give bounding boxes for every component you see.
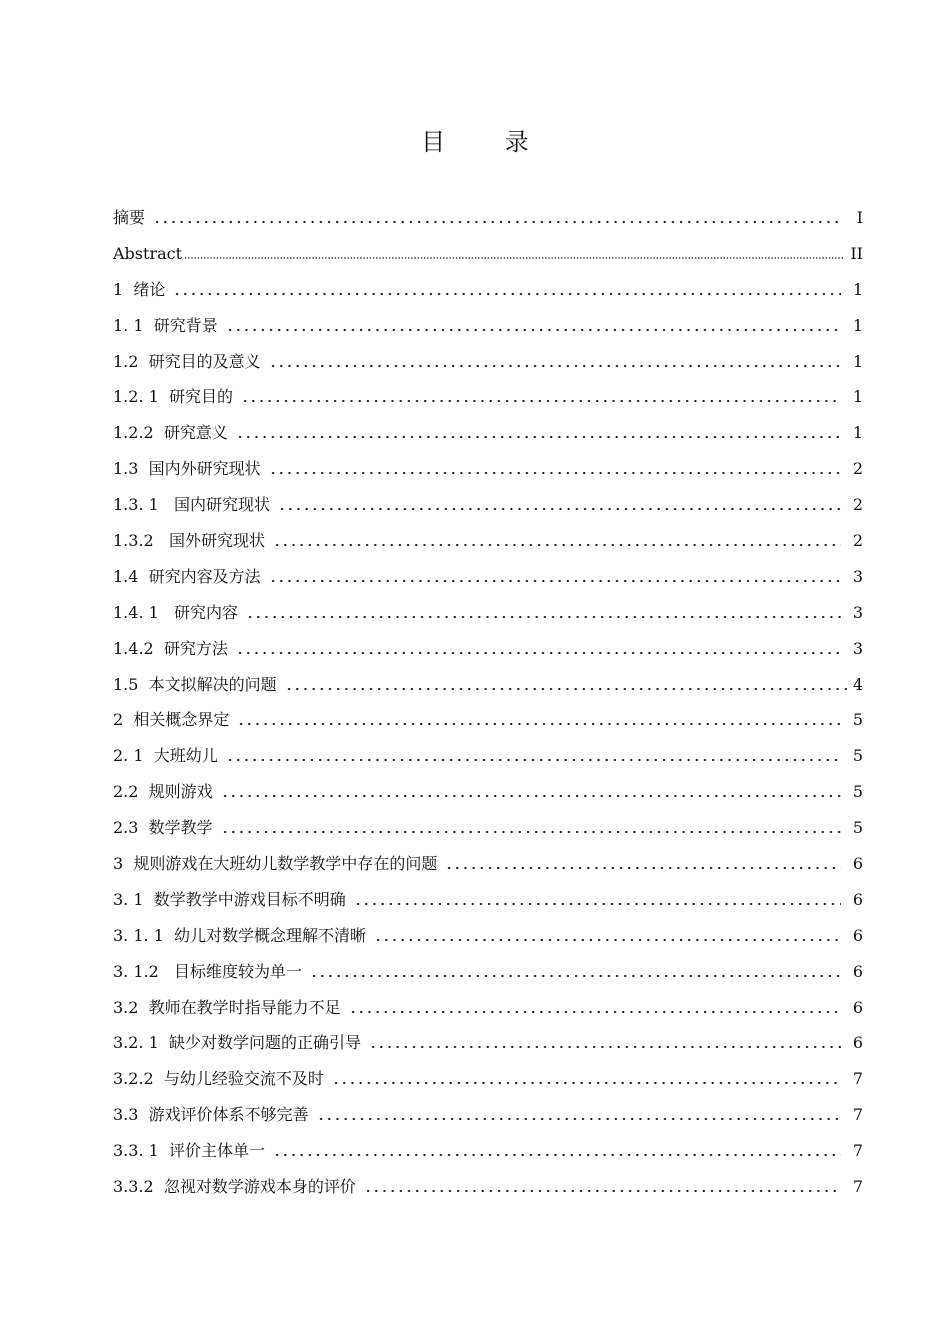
toc-entry-page-number: 6 [852, 997, 863, 1017]
toc-entry-page-number: 3 [852, 638, 863, 658]
toc-entry-page-number: 1 [852, 351, 863, 371]
dot-leader [369, 1045, 841, 1049]
toc-entry-label: 摘要 [113, 207, 146, 227]
dot-leader [226, 758, 841, 762]
toc-entry-page-number: 1 [852, 315, 863, 335]
toc-entry-label: 1.3. 1 国内研究现状 [113, 495, 271, 515]
toc-entry-label: 3.3 游戏评价体系不够完善 [113, 1105, 309, 1125]
toc-entry-label: 3.3.2 忽视对数学游戏本身的评价 [113, 1176, 356, 1196]
toc-entry-page-number: 6 [852, 961, 863, 981]
dot-leader [273, 543, 841, 547]
toc-entry-page-number: 2 [852, 459, 863, 479]
toc-entry[interactable] [113, 559, 863, 595]
toc-entry-label: 2 相关概念界定 [113, 710, 230, 730]
toc-entry[interactable] [113, 344, 863, 380]
dot-leader [374, 938, 841, 942]
dot-leader [269, 471, 841, 475]
toc-entry[interactable] [113, 702, 863, 738]
toc-entry-label: 3 规则游戏在大班幼儿数学教学中存在的问题 [113, 853, 438, 873]
toc-entry-label: 1 绪论 [113, 279, 166, 299]
toc-entry-label: 1.4.2 研究方法 [113, 638, 228, 658]
dot-leader [236, 435, 841, 439]
toc-entry-label: 1.3.2 国外研究现状 [113, 530, 265, 550]
toc-entry-page-number: 6 [852, 925, 863, 945]
dot-leader [269, 579, 841, 583]
dot-leader [221, 830, 841, 834]
toc-entry-page-number: 2 [852, 530, 863, 550]
toc-entry-label: 3. 1. 1 幼儿对数学概念理解不清晰 [113, 925, 367, 945]
dot-leader [184, 256, 843, 260]
dot-leader [354, 902, 841, 906]
dot-leader [237, 722, 841, 726]
dot-leader [273, 1153, 841, 1157]
toc-entry[interactable] [113, 1169, 863, 1205]
toc-entry[interactable] [113, 918, 863, 954]
dot-leader [285, 687, 847, 691]
dot-leader [241, 399, 841, 403]
dot-leader [310, 974, 841, 978]
toc-entry[interactable] [113, 954, 863, 990]
toc-entry-label: 3.3. 1 评价主体单一 [113, 1141, 265, 1161]
toc-entry-label: 1.4 研究内容及方法 [113, 566, 261, 586]
toc-entry[interactable] [113, 882, 863, 918]
toc-entry-label: 1.2 研究目的及意义 [113, 351, 261, 371]
dot-leader [364, 1189, 841, 1193]
toc-entry-page-number: 7 [852, 1069, 863, 1089]
toc-entry-page-number: 3 [852, 566, 863, 586]
toc-entry-label: 3.2. 1 缺少对数学问题的正确引导 [113, 1033, 361, 1053]
dot-leader [226, 328, 841, 332]
dot-leader [269, 364, 841, 368]
toc-entry-label: 3. 1.2 目标维度较为单一 [113, 961, 303, 981]
toc-entry-label: 2.3 数学教学 [113, 818, 213, 838]
toc-entry-page-number: 6 [852, 853, 863, 873]
dot-leader [221, 794, 841, 798]
toc-entry-page-number: 5 [852, 710, 863, 730]
toc-entry[interactable] [113, 738, 863, 774]
toc-entry-page-number: 1 [852, 279, 863, 299]
toc-entry-label: 3.2 教师在教学时指导能力不足 [113, 997, 341, 1017]
toc-entry[interactable] [113, 810, 863, 846]
page-title: 目 录 [421, 128, 555, 156]
toc-entry-page-number: 4 [852, 674, 863, 694]
toc-entry[interactable] [113, 308, 863, 344]
toc-entry-page-number: 7 [852, 1176, 863, 1196]
toc-entry[interactable] [113, 1097, 863, 1133]
dot-leader [153, 220, 841, 224]
toc-entry[interactable] [113, 379, 863, 415]
toc-entry-page-number: 2 [852, 495, 863, 515]
toc-entry-label: 1.4. 1 研究内容 [113, 602, 239, 622]
toc-entry[interactable] [113, 236, 863, 272]
dot-leader [317, 1117, 841, 1121]
dot-leader [173, 292, 841, 296]
toc-entry[interactable] [113, 451, 863, 487]
toc-entry-label: 1.2. 1 研究目的 [113, 387, 233, 407]
toc-entry[interactable] [113, 1025, 863, 1061]
toc-entry-page-number: 3 [852, 602, 863, 622]
toc-entry-label: 2. 1 大班幼儿 [113, 746, 218, 766]
toc-entry-page-number: 5 [852, 746, 863, 766]
toc-entry[interactable] [113, 990, 863, 1026]
toc-entry-label: 1.2.2 研究意义 [113, 423, 228, 443]
toc-entry-page-number: II [850, 243, 863, 263]
toc-entry-page-number: 6 [852, 889, 863, 909]
dot-leader [445, 866, 841, 870]
toc-entry[interactable] [113, 1133, 863, 1169]
table-of-contents [113, 200, 863, 1205]
toc-entry-page-number: 6 [852, 1033, 863, 1053]
toc-entry-label: 1.3 国内外研究现状 [113, 459, 261, 479]
toc-entry-page-number: 1 [852, 423, 863, 443]
toc-entry-label: 3. 1 数学教学中游戏目标不明确 [113, 889, 346, 909]
toc-entry-label: 1. 1 研究背景 [113, 315, 218, 335]
toc-entry-page-number: 5 [852, 818, 863, 838]
toc-entry[interactable] [113, 667, 863, 703]
toc-entry-page-number: 7 [852, 1141, 863, 1161]
toc-entry[interactable] [113, 1061, 863, 1097]
toc-entry-label: 3.2.2 与幼儿经验交流不及时 [113, 1069, 324, 1089]
toc-entry[interactable] [113, 595, 863, 631]
toc-entry[interactable] [113, 523, 863, 559]
toc-entry[interactable] [113, 774, 863, 810]
toc-entry[interactable] [113, 487, 863, 523]
toc-entry-label: 2.2 规则游戏 [113, 782, 213, 802]
dot-leader [278, 507, 841, 511]
toc-entry[interactable] [113, 200, 863, 236]
toc-entry-label: Abstract [113, 243, 183, 263]
toc-entry[interactable] [113, 846, 863, 882]
toc-entry[interactable] [113, 272, 863, 308]
dot-leader [332, 1081, 841, 1085]
toc-entry-page-number: 1 [852, 387, 863, 407]
toc-entry-label: 1.5 本文拟解决的问题 [113, 674, 277, 694]
toc-entry[interactable] [113, 415, 863, 451]
toc-entry-page-number: I [856, 207, 863, 227]
toc-entry-page-number: 7 [852, 1105, 863, 1125]
toc-entry-page-number: 5 [852, 782, 863, 802]
dot-leader [246, 615, 841, 619]
dot-leader [236, 651, 841, 655]
dot-leader [349, 1010, 841, 1014]
toc-entry[interactable] [113, 631, 863, 667]
